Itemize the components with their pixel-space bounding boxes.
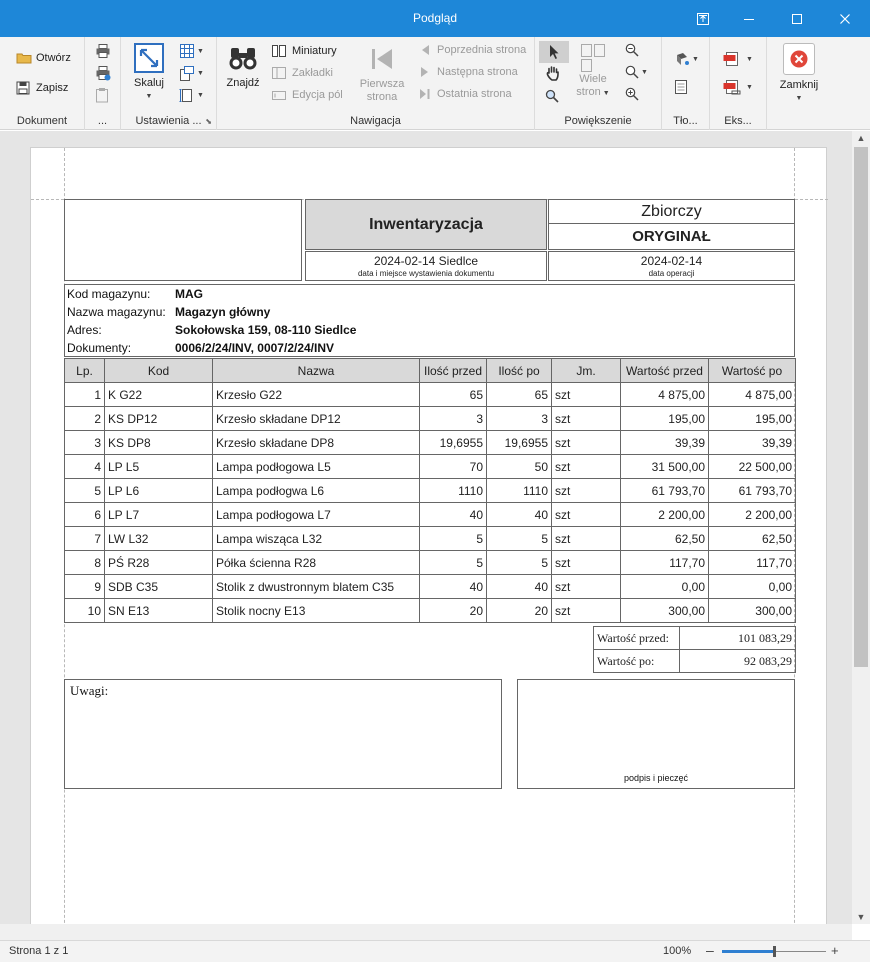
- column-header: Wartość przed: [621, 359, 709, 383]
- info-value: MAG: [175, 287, 203, 301]
- info-value: Magazyn główny: [175, 305, 271, 319]
- scale-icon: [134, 43, 164, 73]
- orientation-icon: [179, 65, 195, 81]
- issue-date-caption: data i miejsce wystawienia dokumentu: [357, 269, 495, 278]
- pointer-icon: [548, 44, 560, 60]
- pointer-tool-button[interactable]: [539, 41, 569, 63]
- table-cell: 3: [65, 431, 105, 455]
- info-value: Sokołowska 159, 08-110 Siedlce: [175, 323, 357, 337]
- table-cell: szt: [552, 479, 621, 503]
- table-cell: 70: [420, 455, 487, 479]
- scroll-up-icon[interactable]: ▲: [856, 133, 866, 143]
- total-row: [594, 650, 796, 673]
- table-row: [65, 431, 796, 455]
- hand-icon: [545, 65, 561, 81]
- items-table-body: [65, 383, 796, 623]
- table-cell: 7: [65, 527, 105, 551]
- items-table: [64, 358, 796, 623]
- table-row: [65, 503, 796, 527]
- table-cell: 8: [65, 551, 105, 575]
- close-icon: [839, 13, 851, 25]
- total-label: Wartość przed:: [594, 627, 680, 650]
- table-cell: 2 200,00: [621, 503, 709, 527]
- table-cell: 40: [487, 575, 552, 599]
- zoom-slider[interactable]: [722, 951, 826, 952]
- info-value: 0006/2/24/INV, 0007/2/24/INV: [175, 341, 335, 355]
- operation-date-caption: data operacji: [648, 269, 695, 278]
- close-preview-icon-box: [783, 43, 815, 75]
- table-cell: 300,00: [709, 599, 796, 623]
- column-header: Jm.: [552, 359, 621, 383]
- table-cell: KS DP12: [105, 407, 213, 431]
- table-cell: 300,00: [621, 599, 709, 623]
- binoculars-icon: [228, 45, 258, 71]
- group-ustawienia: [121, 37, 217, 130]
- table-cell: 20: [487, 599, 552, 623]
- margins-icon: [179, 43, 195, 59]
- dialog-launcher-icon[interactable]: ⬊: [205, 117, 212, 126]
- totals-table: [593, 626, 796, 673]
- many-pages-button[interactable]: Wiele stron ▼: [573, 43, 613, 100]
- table-cell: 61 793,70: [709, 479, 796, 503]
- total-value: 101 083,29: [680, 627, 796, 650]
- zoom-icon: [625, 65, 639, 79]
- window-title: Podgląd: [412, 11, 458, 25]
- signature-caption: podpis i pieczęć: [623, 773, 689, 783]
- last-page-icon: [419, 88, 431, 100]
- table-cell: LP L6: [105, 479, 213, 503]
- find-button[interactable]: Znajdź: [223, 45, 263, 90]
- ribbon: [0, 37, 870, 130]
- column-header: Wartość po: [709, 359, 796, 383]
- operation-date-value: 2024-02-14: [640, 254, 703, 268]
- next-page-button[interactable]: Następna strona: [419, 66, 518, 78]
- table-cell: szt: [552, 551, 621, 575]
- zoom-slider-thumb[interactable]: [773, 946, 776, 957]
- watermark-icon: [674, 79, 688, 95]
- table-cell: 20: [420, 599, 487, 623]
- table-cell: 117,70: [621, 551, 709, 575]
- thumbnails-button[interactable]: Miniatury: [271, 44, 337, 58]
- table-cell: Stolik z dwustronnym blatem C35: [213, 575, 420, 599]
- column-header: Nazwa: [213, 359, 420, 383]
- total-row: [594, 627, 796, 650]
- save-button[interactable]: Zapisz: [16, 81, 68, 95]
- pin-icon: [697, 13, 709, 25]
- group-eksport: [710, 37, 767, 130]
- maximize-icon: [791, 13, 803, 25]
- table-cell: 50: [487, 455, 552, 479]
- table-cell: SDB C35: [105, 575, 213, 599]
- table-cell: 61 793,70: [621, 479, 709, 503]
- table-cell: Lampa podłogowa L5: [213, 455, 420, 479]
- table-row: [65, 551, 796, 575]
- table-cell: 5: [487, 551, 552, 575]
- page-color-icon: [674, 51, 690, 67]
- group-label-ustawienia: Ustawienia ...: [135, 115, 202, 127]
- table-cell: 3: [487, 407, 552, 431]
- scale-button[interactable]: Skaluj ▼: [131, 43, 167, 103]
- preview-canvas[interactable]: [0, 131, 852, 924]
- table-cell: 9: [65, 575, 105, 599]
- group-label-nawigacja: Nawigacja: [350, 115, 401, 127]
- table-cell: Krzesło składane DP12: [213, 407, 420, 431]
- vertical-scroll-thumb[interactable]: [854, 147, 868, 667]
- table-cell: 1110: [487, 479, 552, 503]
- table-cell: 19,6955: [487, 431, 552, 455]
- table-cell: SN E13: [105, 599, 213, 623]
- next-arrow-icon: [419, 66, 431, 78]
- document-type: Zbiorczy: [641, 202, 702, 220]
- table-cell: 0,00: [709, 575, 796, 599]
- table-cell: 22 500,00: [709, 455, 796, 479]
- table-cell: szt: [552, 407, 621, 431]
- table-cell: PŚ R28: [105, 551, 213, 575]
- table-cell: Lampa podłogowa L7: [213, 503, 420, 527]
- table-cell: 5: [487, 527, 552, 551]
- zoom-in-icon: [625, 87, 639, 101]
- close-dropdown-icon: ▼: [795, 95, 803, 102]
- table-cell: 5: [420, 527, 487, 551]
- zoom-slider-fill: [722, 950, 774, 953]
- table-cell: 40: [487, 503, 552, 527]
- page-color-dropdown-icon: ▼: [692, 55, 699, 63]
- previous-page-button[interactable]: Poprzednia strona: [419, 44, 526, 56]
- horizontal-scrollbar[interactable]: [0, 924, 852, 940]
- group-print: [85, 37, 121, 130]
- zoom-minus-icon[interactable]: –: [706, 942, 714, 958]
- group-label-dokument: Dokument: [16, 115, 68, 127]
- table-row: [65, 479, 796, 503]
- issue-date-box: [305, 251, 547, 281]
- bookmarks-icon: [271, 66, 287, 80]
- table-cell: szt: [552, 503, 621, 527]
- many-pages-icon: [580, 43, 606, 73]
- table-cell: LW L32: [105, 527, 213, 551]
- document-title: Inwentaryzacja: [369, 215, 483, 233]
- quick-print-button[interactable]: [95, 65, 111, 81]
- total-value: 92 083,29: [680, 650, 796, 673]
- edit-fields-button[interactable]: Edycja pól: [271, 88, 343, 102]
- table-cell: 19,6955: [420, 431, 487, 455]
- table-cell: Stolik nocny E13: [213, 599, 420, 623]
- group-label-eksport: Eks...: [724, 115, 752, 127]
- table-cell: LP L7: [105, 503, 213, 527]
- table-cell: 4 875,00: [709, 383, 796, 407]
- zoom-button[interactable]: [625, 65, 648, 79]
- group-tlo: [662, 37, 710, 130]
- table-cell: 5: [65, 479, 105, 503]
- zoom-percentage: 100%: [663, 945, 692, 957]
- logo-area: [64, 199, 302, 281]
- thumbnails-icon: [271, 44, 287, 58]
- bookmarks-button[interactable]: Zakładki: [271, 66, 333, 80]
- table-cell: Krzesło G22: [213, 383, 420, 407]
- table-row: [65, 455, 796, 479]
- printer-icon: [95, 43, 111, 59]
- info-label: Kod magazynu:: [67, 287, 151, 301]
- column-header: Kod: [105, 359, 213, 383]
- table-cell: 1: [65, 383, 105, 407]
- scale-dropdown-icon: ▼: [145, 93, 153, 100]
- table-cell: 40: [420, 575, 487, 599]
- table-cell: szt: [552, 431, 621, 455]
- restore-to-taskbar-button[interactable]: [680, 0, 726, 37]
- group-label-tlo: Tło...: [673, 115, 698, 127]
- document-type-box: [548, 199, 795, 224]
- table-cell: 1110: [420, 479, 487, 503]
- copy-box: [548, 223, 795, 250]
- table-cell: 4: [65, 455, 105, 479]
- table-cell: szt: [552, 599, 621, 623]
- table-row: [65, 599, 796, 623]
- zoom-plus-icon[interactable]: +: [831, 943, 839, 958]
- table-row: [65, 383, 796, 407]
- group-dokument: [0, 37, 85, 130]
- margins-dropdown-icon: ▼: [197, 47, 204, 55]
- status-bar: [0, 940, 870, 962]
- copy-label: ORYGINAŁ: [632, 227, 711, 245]
- zoom-in-button[interactable]: [625, 87, 639, 101]
- title-bar: [0, 0, 870, 37]
- send-button[interactable]: [723, 79, 753, 95]
- minimize-icon: [743, 13, 755, 25]
- open-button[interactable]: Otwórz: [16, 51, 71, 65]
- table-cell: 31 500,00: [621, 455, 709, 479]
- hand-tool-button[interactable]: [545, 65, 561, 81]
- export-dropdown-icon: ▼: [746, 55, 753, 63]
- margins-button[interactable]: [179, 43, 204, 59]
- orientation-dropdown-icon: ▼: [197, 69, 204, 77]
- close-window-button[interactable]: [822, 0, 868, 37]
- pdf-export-icon: [723, 51, 741, 67]
- table-row: [65, 407, 796, 431]
- info-label: Dokumenty:: [67, 341, 132, 355]
- paper-size-dropdown-icon: ▼: [197, 91, 204, 99]
- table-cell: 62,50: [709, 527, 796, 551]
- group-close: [767, 37, 831, 130]
- table-cell: KS DP8: [105, 431, 213, 455]
- table-cell: 117,70: [709, 551, 796, 575]
- send-dropdown-icon: ▼: [746, 83, 753, 91]
- print-button[interactable]: [95, 43, 111, 59]
- group-label-print: ...: [97, 115, 108, 127]
- table-cell: 10: [65, 599, 105, 623]
- column-header: Ilość po: [487, 359, 552, 383]
- column-header: Ilość przed: [420, 359, 487, 383]
- export-button[interactable]: [723, 51, 753, 67]
- table-cell: 6: [65, 503, 105, 527]
- table-cell: Krzesło składane DP8: [213, 431, 420, 455]
- table-cell: 0,00: [621, 575, 709, 599]
- document-page: [30, 147, 827, 924]
- close-preview-button[interactable]: Zamknij ▼: [777, 43, 821, 105]
- table-cell: 195,00: [621, 407, 709, 431]
- last-page-button[interactable]: Ostatnia strona: [419, 88, 512, 100]
- clipboard-icon: [95, 87, 109, 103]
- zoom-out-icon: [625, 43, 639, 57]
- pdf-send-icon: [723, 79, 741, 95]
- table-cell: K G22: [105, 383, 213, 407]
- magnifier-icon: [545, 89, 559, 103]
- table-cell: 3: [420, 407, 487, 431]
- table-cell: Lampa wisząca L32: [213, 527, 420, 551]
- table-cell: szt: [552, 455, 621, 479]
- first-page-button[interactable]: Pierwsza strona: [357, 47, 407, 104]
- zoom-dropdown-icon: ▼: [641, 68, 648, 76]
- issue-date-value: 2024-02-14 Siedlce: [373, 254, 479, 268]
- notes-label: Uwagi:: [70, 683, 109, 698]
- vertical-scrollbar[interactable]: [852, 131, 870, 924]
- column-header: Lp.: [65, 359, 105, 383]
- paper-size-button[interactable]: [179, 87, 204, 103]
- signature-box: [517, 679, 795, 789]
- info-label: Nazwa magazynu:: [67, 305, 166, 319]
- table-cell: 2 200,00: [709, 503, 796, 527]
- table-cell: szt: [552, 575, 621, 599]
- group-nawigacja: [217, 37, 535, 130]
- table-cell: 5: [420, 551, 487, 575]
- table-cell: Lampa podłogwa L6: [213, 479, 420, 503]
- table-cell: Półka ścienna R28: [213, 551, 420, 575]
- page-indicator: Strona 1 z 1: [9, 945, 69, 957]
- table-cell: LP L5: [105, 455, 213, 479]
- scroll-down-icon[interactable]: ▼: [856, 912, 866, 922]
- info-label: Adres:: [67, 323, 102, 337]
- table-row: [65, 575, 796, 599]
- group-powiekszenie: [535, 37, 662, 130]
- notes-box: [64, 679, 502, 789]
- table-cell: 39,39: [709, 431, 796, 455]
- many-pages-dropdown-icon: ▼: [602, 90, 610, 97]
- minimize-button[interactable]: [726, 0, 772, 37]
- table-cell: szt: [552, 383, 621, 407]
- zoom-out-button[interactable]: [625, 43, 639, 57]
- prev-arrow-icon: [419, 44, 431, 56]
- watermark-button[interactable]: [674, 79, 688, 95]
- document-title-box: [305, 199, 547, 250]
- warehouse-info-box: [64, 284, 795, 357]
- table-cell: 40: [420, 503, 487, 527]
- maximize-button[interactable]: [774, 0, 820, 37]
- close-circle-icon: [789, 49, 809, 69]
- table-cell: 2: [65, 407, 105, 431]
- table-cell: 65: [487, 383, 552, 407]
- table-cell: 62,50: [621, 527, 709, 551]
- items-table-header: [65, 359, 796, 383]
- table-row: [65, 527, 796, 551]
- folder-icon: [16, 51, 32, 65]
- group-label-powiekszenie: Powiększenie: [564, 115, 632, 127]
- zoom-tool-button[interactable]: [545, 89, 559, 103]
- first-page-icon: [369, 47, 395, 71]
- page-color-button[interactable]: [674, 51, 699, 67]
- orientation-button[interactable]: [179, 65, 204, 81]
- table-cell: 39,39: [621, 431, 709, 455]
- total-label: Wartość po:: [594, 650, 680, 673]
- paper-size-icon: [179, 87, 195, 103]
- table-cell: 65: [420, 383, 487, 407]
- quick-printer-icon: [95, 65, 111, 81]
- table-cell: 195,00: [709, 407, 796, 431]
- table-cell: szt: [552, 527, 621, 551]
- save-icon: [16, 81, 30, 95]
- operation-date-box: [548, 251, 795, 281]
- header-row: [65, 359, 796, 383]
- table-cell: 4 875,00: [621, 383, 709, 407]
- edit-fields-icon: [271, 88, 287, 102]
- page-setup-button[interactable]: [95, 87, 109, 103]
